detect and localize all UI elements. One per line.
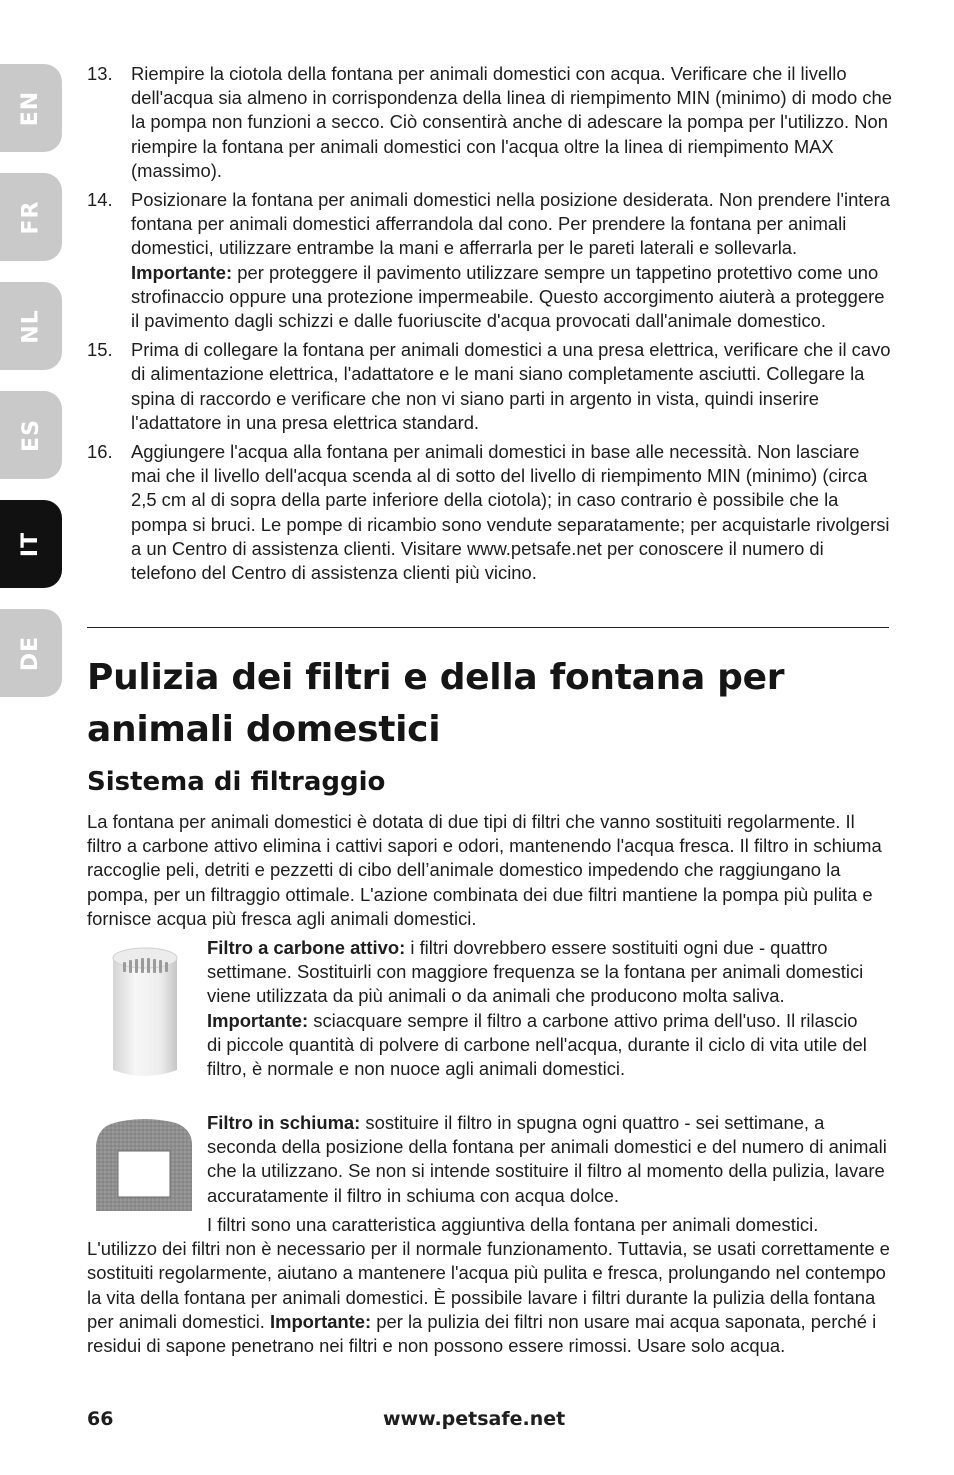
step-text: Riempire la ciotola della fontana per animali domestici con acqua. Verificare che il livello dell'acqua sia almeno in corrispondenza della linea di riempimento MIN (minimo) di modo che la pompa non funzioni a secco. Ciò consentirà anche di adescare la pompa per l'utilizzo. Non riempire la fontana per animali domestici con l'acqua oltre la linea di riempimento MAX (massimo). (131, 63, 892, 181)
intro-paragraph: La fontana per animali domestici è dotata di due tipi di filtri che vanno sostituiti regolarmente. Il filtro a carbone attivo elimina i cattivi sapori e odori, mantenendo l'acqua fresca. Il filtro in schiuma raccoglie peli, detriti e pezzetti di cibo dell’animale domestico impedendo che raggiungano la pompa, per un filtraggio ottimale. L'azione combinata dei due filtri mantiene la pompa più pulita e fornisce acqua più fresca agli animali domestici. (87, 811, 882, 929)
important-label: Importante: (269, 1310, 372, 1332)
filters-note-paragraph (87, 1213, 892, 1358)
step-16 (87, 440, 892, 585)
section-divider (87, 627, 889, 628)
step-15 (87, 338, 892, 435)
tab-es[interactable] (0, 391, 62, 479)
tab-label: EN (18, 90, 44, 126)
step-text: Posizionare la fontana per animali domestici nella posizione desiderata. Non prendere l'intera fontana per animali domestici afferrandola dal cono. Per prendere la fontana per animali domestici, utilizzare entrambe la mani e afferrarla per le pareti laterali e sollevarla. (131, 189, 890, 259)
tab-label: IT (18, 531, 44, 557)
footer-url: www.petsafe.net (383, 1408, 566, 1430)
instruction-steps (87, 62, 892, 590)
carbon-filter-text-2: sciacquare sempre il filtro a carbone attivo prima dell'uso. Il rilascio di piccole quantità di polvere di carbone nell'acqua, durante il ciclo di vita utile del filtro, è normale e non nuoce agli animali domestici. (207, 1009, 867, 1080)
tab-de[interactable] (0, 609, 62, 697)
tab-label: ES (18, 418, 44, 452)
filters-note-text-2: per la pulizia dei filtri non usare mai acqua saponata, perché i residui di sapone penetrano nei filtri e non possono essere rimossi. Usare solo acqua. (87, 1310, 877, 1357)
step-number: 13. (87, 63, 113, 84)
carbon-filter-title: Filtro a carbone attivo: (207, 937, 406, 958)
carbon-filter-text: i filtri dovrebbero essere sostituiti ogni due - quattro settimane. Sostituirli con maggiore frequenza se la fontana per animali domestici viene utilizzata da più animali o da animali che producono molta saliva. (207, 937, 864, 1007)
foam-filter-paragraph (207, 1111, 892, 1208)
page-title: Pulizia dei filtri e della fontana per animali domestici (87, 657, 785, 750)
foam-filter-text: sostituire il filtro in spugna ogni quattro - sei settimane, a seconda della posizione della fontana per animali domestici e del numero di animali che la utilizzano. Se non si intende sostituire il filtro al momento della pulizia, lavare accuratamente il filtro in schiuma con acqua dolce. (207, 1112, 887, 1206)
foam-filter-image (92, 1115, 196, 1215)
tab-fr[interactable] (0, 173, 62, 261)
foam-filter-title: Filtro in schiuma: (207, 1112, 361, 1133)
step-text: Aggiungere l'acqua alla fontana per animali domestici in base alle necessità. Non lasciare mai che il livello dell'acqua scenda al di sotto del livello di riempimento MIN (minimo) (circa 2,5 cm al di sopra della parte inferiore della ciotola); in caso contrario è possibile che la pompa si bruci. Le pompe di ricambio sono vendute separatamente; per acquistarle rivolgersi a un Centro di assistenza clienti. Visitare www.petsafe.net per conoscere il numero di telefono del Centro di assistenza clienti più vicino. (131, 441, 890, 584)
step-number: 14. (87, 189, 113, 211)
page-number: 66 (87, 1408, 114, 1430)
tab-it[interactable] (0, 500, 62, 588)
tab-en[interactable] (0, 64, 62, 152)
important-label: Importante: (207, 1009, 309, 1031)
filters-note-text: I filtri sono una caratteristica aggiuntiva della fontana per animali domestici. L'utilizzo dei filtri non è necessario per il normale funzionamento. Tuttavia, se usati correttamente e sostituiti regolarmente, aiutano a mantenere l'acqua più pulita e fresca, prolungando nel contempo la vita della fontana per animali domestici. È possibile lavare i filtri durante la pulizia della fontana per animali domestici. (87, 1214, 890, 1332)
carbon-filter-image (110, 942, 180, 1082)
step-14 (87, 188, 892, 333)
tab-label: FR (18, 200, 44, 234)
important-label: Importante: (131, 261, 233, 283)
section-subtitle: Sistema di filtraggio (87, 767, 386, 797)
tab-nl[interactable] (0, 282, 62, 370)
step-13 (87, 62, 892, 183)
step-number: 15. (87, 339, 113, 361)
carbon-filter-paragraph (207, 936, 867, 1081)
step-text: Prima di collegare la fontana per animali domestici a una presa elettrica, verificare che il cavo di alimentazione elettrica, l'adattatore e le mani siano completamente asciutti. Collegare la spina di raccordo e verificare che non vi siano parti in argento in vista, quindi inserire l'adattatore in una presa elettrica standard. (131, 339, 891, 433)
tab-label: NL (18, 308, 44, 344)
step-number: 16. (87, 441, 113, 463)
tab-label: DE (18, 635, 44, 671)
step-text-after: per proteggere il pavimento utilizzare sempre un tappetino protettivo come uno strofinaccio oppure una protezione impermeabile. Questo accorgimento aiuterà a proteggere il pavimento dagli schizzi e dalle fuoriuscite d'acqua provocati dall'animale domestico. (131, 261, 885, 332)
